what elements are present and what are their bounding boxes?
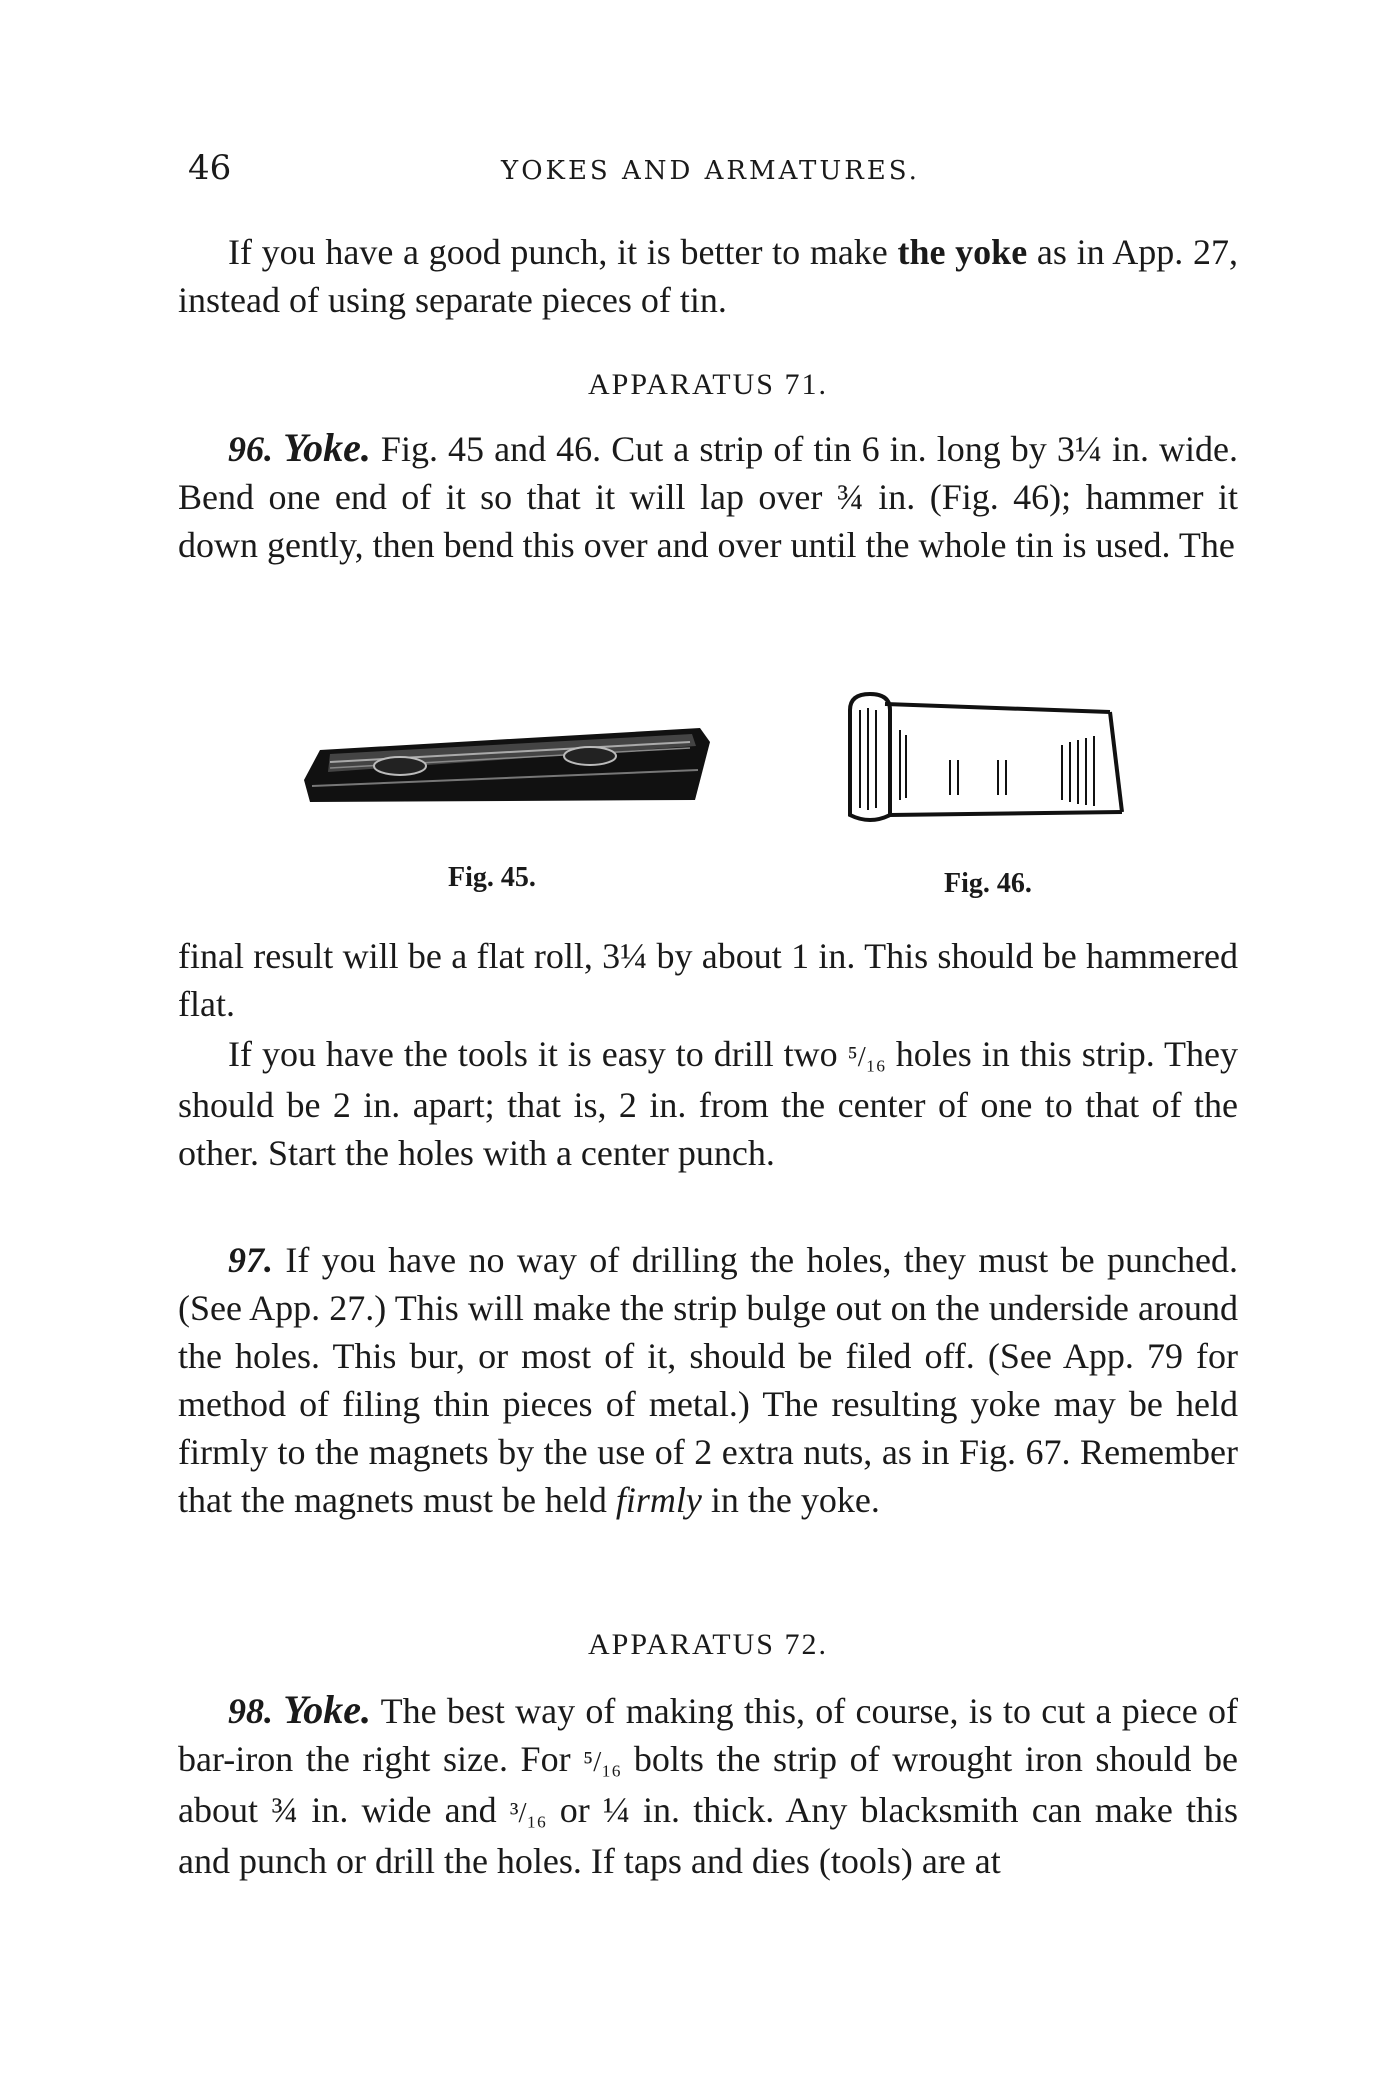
fig45-yoke-illustration xyxy=(300,720,720,810)
section-98-text-b: bolts the strip of wrought iron should be about ¾ in. wide and xyxy=(178,1739,1238,1830)
section-96-number: 96. xyxy=(228,429,273,469)
running-head: YOKES AND ARMATURES. xyxy=(501,156,920,186)
section-97-emphasis: firmly xyxy=(615,1480,702,1520)
page-header xyxy=(188,148,1233,188)
section-98-text-c: or ¼ in. thick. Any blacksmith can make this and punch or drill the holes. If taps and dies (tools) are at xyxy=(178,1790,1238,1881)
section-97-paragraph xyxy=(178,1236,1238,1524)
section-96-text: Fig. 45 and 46. Cut a strip of tin 6 in. long by 3¼ in. wide. Bend one end of it so that it will lap over ¾ in. (Fig. 46); hammer it down gently, then bend this over and over until the whole tin is used. The xyxy=(178,429,1238,565)
page-number: 46 xyxy=(188,148,232,188)
section-96-continued-text: final result will be a flat roll, 3¼ by about 1 in. This should be hammered flat. xyxy=(178,936,1238,1024)
section-96-paragraph xyxy=(178,424,1238,569)
drill-text-a: If you have the tools it is easy to drill two xyxy=(228,1034,848,1074)
section-97-number: 97. xyxy=(228,1240,273,1280)
fig46-rolled-tin-illustration xyxy=(840,690,1130,830)
apparatus-71-heading: APPARATUS 71. xyxy=(588,368,828,401)
section-98-text-a: The best way of making this, of course, is to cut a piece of bar-iron the right size. For xyxy=(178,1691,1238,1779)
drill-text-b: holes in this strip. They should be 2 in. apart; that is, 2 in. from the center of one to that of the other. Start the holes with a center punch. xyxy=(178,1034,1239,1173)
apparatus-72-heading: APPARATUS 72. xyxy=(588,1628,828,1661)
intro-paragraph xyxy=(178,228,1238,324)
section-96-title: Yoke. xyxy=(283,425,371,470)
intro-text-b: as in App. 27, instead of using separate pieces of tin. xyxy=(178,232,1238,320)
section-96-continued xyxy=(178,932,1238,1028)
section-98-paragraph xyxy=(178,1686,1238,1885)
section-97-text-a: If you have no way of drilling the holes, they must be punched. (See App. 27.) This will make the strip bulge out on the underside around the holes. This bur, or most of it, should be filed off. (See App. 79 for method of filing thin pieces of metal.) The resulting yoke may be held firmly to the magnets by the use of 2 extra nuts, as in Fig. 67. Remember that the magnets must be held xyxy=(178,1240,1238,1520)
section-98-number: 98. xyxy=(228,1691,273,1731)
drill-paragraph xyxy=(178,1030,1238,1177)
fig46-caption: Fig. 46. xyxy=(944,868,1032,899)
section-97-text-b: in the yoke. xyxy=(701,1480,880,1520)
drill-fraction: ⁵/₁₆ xyxy=(847,1041,886,1073)
fig45-caption: Fig. 45. xyxy=(448,862,536,893)
intro-text-bold: the yoke xyxy=(897,232,1028,272)
section-98-fraction-2: ³/₁₆ xyxy=(509,1797,547,1829)
section-98-title: Yoke. xyxy=(283,1687,372,1732)
section-98-fraction-1: ⁵/₁₆ xyxy=(583,1746,622,1778)
intro-text-a: If you have a good punch, it is better to make xyxy=(228,232,898,272)
